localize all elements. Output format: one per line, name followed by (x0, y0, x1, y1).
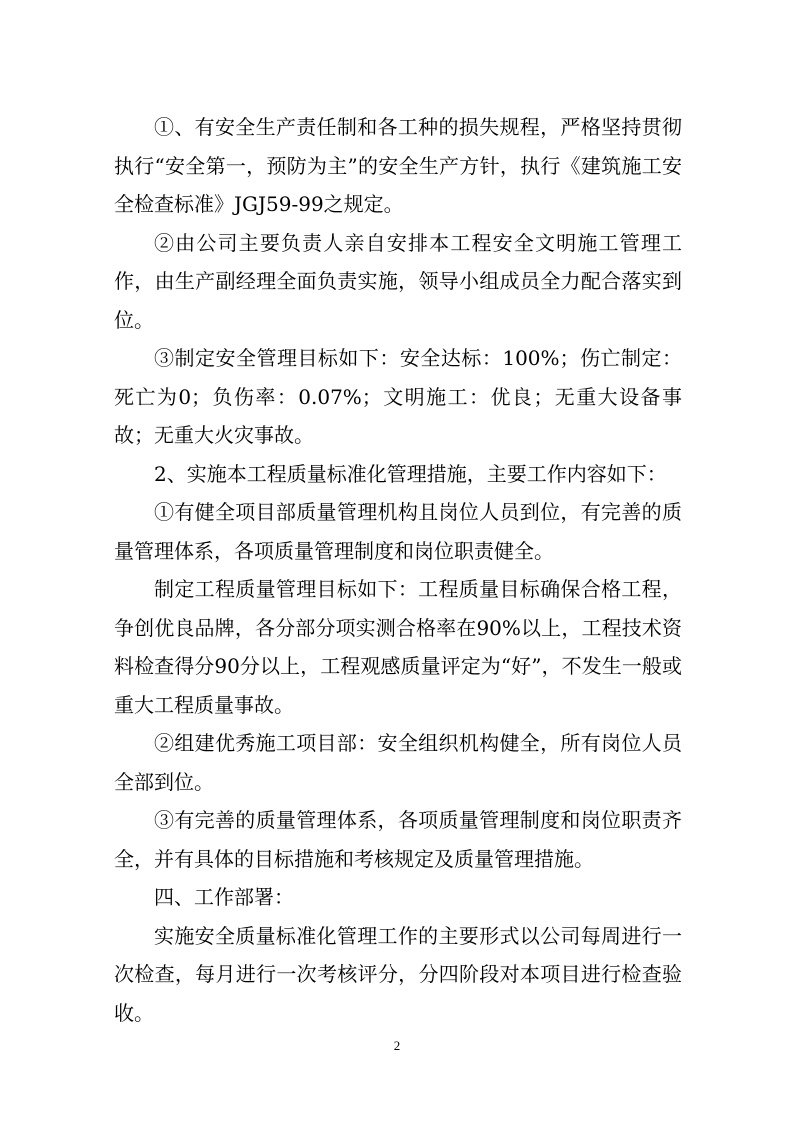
page-number: 2 (393, 1038, 401, 1053)
paragraph-project-department: ②组建优秀施工项目部：安全组织机构健全，所有岗位人员全部到位。 (114, 731, 682, 794)
section-heading-work-deployment: 四、工作部署： (154, 885, 294, 909)
paragraph-quality-system: ③有完善的质量管理体系，各项质量管理制度和岗位职责齐全，并有具体的目标措施和考核规定及质量管理措施。 (114, 808, 682, 871)
paragraph-safety-targets: ③制定安全管理目标如下：安全达标：100%；伤亡制定：死亡为0；负伤率：0.07%；文明施工：优良；无重大设备事故；无重大火灾事故。 (114, 346, 682, 447)
paragraph-quality-measures-heading: 2、实施本工程质量标准化管理措施，主要工作内容如下： (154, 461, 667, 486)
paragraph-quality-targets: 制定工程质量管理目标如下：工程质量目标确保合格工程，争创优良品牌，各分部分项实测合格率在90%以上，工程技术资料检查得分90分以上，工程观感质量评定为“好”，不发生一般或重大工程质量事故。 (114, 577, 682, 717)
paragraph-company-leadership: ②由公司主要负责人亲自安排本工程安全文明施工管理工作，由生产副经理全面负责实施，领导小组成员全力配合落实到位。 (114, 230, 682, 332)
document-body (114, 108, 682, 1032)
paragraph-safety-responsibility: ①、有安全生产责任制和各工种的损失规程，严格坚持贯彻执行“安全第一，预防为主”的安全生产方针，执行《建筑施工安全检查标准》JGJ59-99之规定。 (114, 115, 682, 216)
paragraph-inspection-schedule: 实施安全质量标准化管理工作的主要形式以公司每周进行一次检查，每月进行一次考核评分，分四阶段对本项目进行检查验收。 (114, 923, 682, 1025)
paragraph-quality-organization: ①有健全项目部质量管理机构且岗位人员到位，有完善的质量管理体系，各项质量管理制度和岗位职责健全。 (114, 500, 682, 563)
